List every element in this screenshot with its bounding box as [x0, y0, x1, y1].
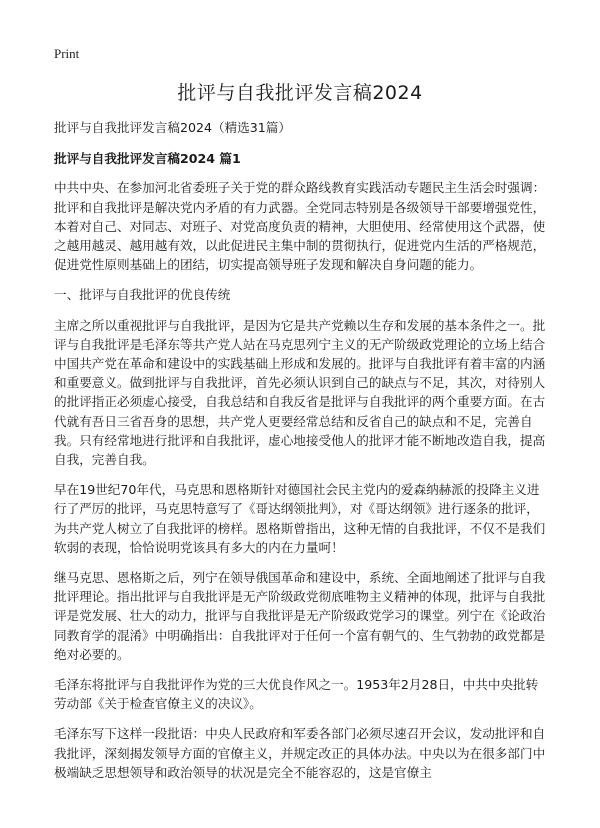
print-link[interactable]: Print [54, 46, 80, 61]
document-title: 批评与自我批评发言稿2024 [177, 82, 423, 104]
paragraph-mao-1953: 毛泽东将批评与自我批评作为党的三大优良作风之一。1953年2月28日，中共中央批转劳动部《关于检查官僚主义的决议》。 [54, 677, 539, 712]
paragraph-tradition: 主席之所以重视批评与自我批评，是因为它是共产党赖以生存和发展的基本条件之一。批评与自我批评是毛泽东等共产党人站在马克思列宁主义的无产阶级政党理论的立场上结合中国共产党在革命和建设中的实践基础上形成和发展的。批评与自我批评有着丰富的内涵和重要意义。做到批评与自我批评，首先必须认识到自己的缺点与不足，其次，对待别人的批评指正必须虚心接受，自我总结和自我反省是批评与自我批评的两个重要方面。在古代就有吾日三省吾身的思想，共产党人更要经常总结和反省自己的缺点和不足，完善自我。只有经常地进行批评和自我批评，虚心地接受他人的批评才能不断地改造自我，提高自我，完善自我。 [54, 317, 546, 468]
paragraph-intro: 中共中央、在参加河北省委班子关于党的群众路线教育实践活动专题民主生活会时强调：批评和自我批评是解决党内矛盾的有力武器。全党同志特别是各级领导干部要增强党性，本着对自己、对同志、对班子、对党高度负责的精神，大胆使用、经常使用这个武器，使之越用越灵、越用越有效，以此促进民主集中制的贯彻执行，促进党内生活的严格规范，促进党性原则基础上的团结，切实提高领导班子发现和解决自身问题的能力。 [54, 180, 546, 273]
section-heading: 批评与自我批评发言稿2024 篇1 [54, 151, 241, 167]
document-subtitle: 批评与自我批评发言稿2024（精选31篇） [54, 120, 291, 135]
document-body [54, 118, 548, 793]
subsection-heading: 一、批评与自我批评的优良传统 [54, 287, 231, 303]
paragraph-marx-engels: 早在19世纪70年代，马克思和恩格斯针对德国社会民主党内的爱森纳赫派的投降主义进行了严厉的批评，马克思特意写了《哥达纲领批判》，对《哥达纲领》进行逐条的批评，为共产党人树立了自我批评的榜样。恩格斯曾指出，这种无情的自我批评，不仅不是我们软弱的表现，恰恰说明党该具有多大的内在力量呵！ [54, 482, 546, 555]
paragraph-lenin: 继马克思、恩格斯之后，列宁在领导俄国革命和建设中，系统、全面地阐述了批评与自我批评理论。指出批评与自我批评是无产阶级政党彻底唯物主义精神的体现，批评与自我批评是党发展、壮大的动力，批评与自我批评是无产阶级政党学习的课堂。列宁在《论政治同教育学的混淆》中明确指出：自我批评对于任何一个富有朝气的、生气勃勃的政党都是绝对必要的。 [54, 570, 546, 662]
paragraph-mao-instruction: 毛泽东写下这样一段批语：中央人民政府和军委各部门必须尽速召开会议，发动批评和自我批评，深刻揭发领导方面的官僚主义，并规定改正的具体办法。中央以为在很多部门中极端缺乏思想领导和政治领导的状况是完全不能容忍的，这是官僚主 [54, 726, 546, 780]
